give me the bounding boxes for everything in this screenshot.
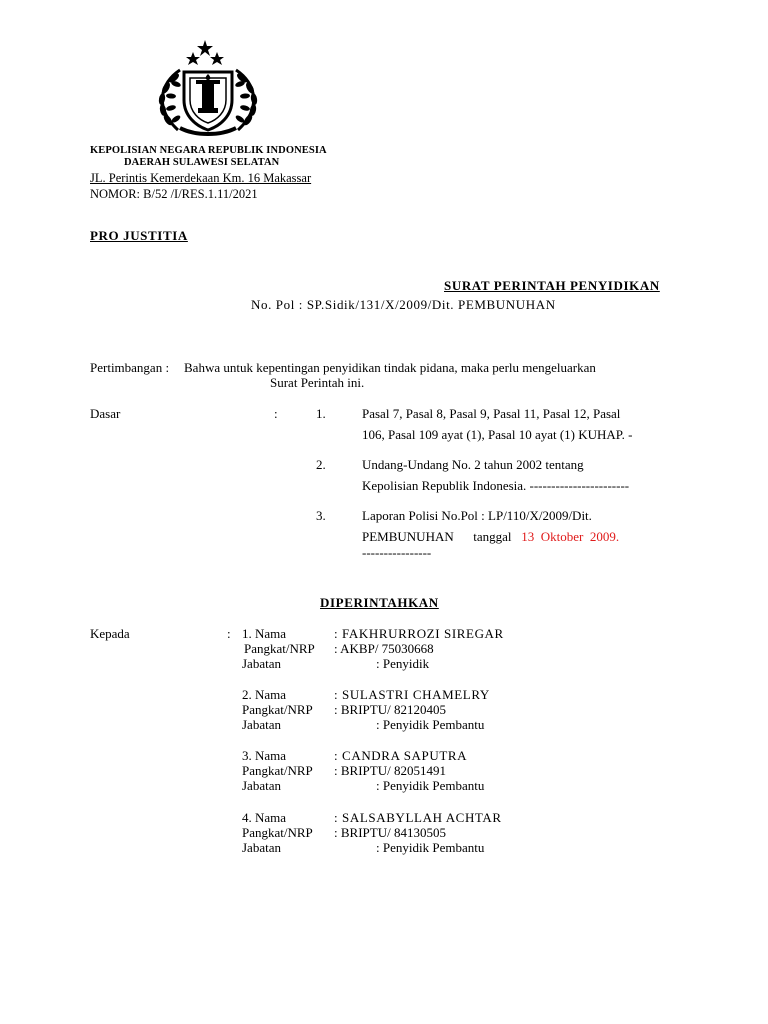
person-2-nama-label: 2. Nama <box>242 687 287 702</box>
person-1-nama-label: 1. Nama <box>242 626 287 641</box>
dasar-item-3-number: 3. <box>316 508 326 523</box>
dasar-item-1-line-2: 106, Pasal 109 ayat (1), Pasal 10 ayat (1) KUHAP. - <box>362 427 633 442</box>
address-line: JL. Perintis Kemerdekaan Km. 16 Makassar <box>90 171 312 185</box>
dasar-label: Dasar <box>90 406 121 421</box>
person-1-jabatan: : Penyidik <box>376 656 430 671</box>
kepada-colon: : <box>227 626 231 641</box>
person-3-pangkat-label: Pangkat/NRP <box>242 763 313 778</box>
pertimbangan-text-2: Surat Perintah ini. <box>270 375 365 390</box>
report-date-highlight: 13 Oktober 2009. <box>521 529 620 544</box>
person-1-pangkat: : AKBP/ 75030668 <box>334 641 434 656</box>
person-1-pangkat-label: Pangkat/NRP <box>244 641 315 656</box>
person-3-nama-label: 3. Nama <box>242 748 287 763</box>
letter-number: NOMOR: B/52 /I/RES.1.11/2021 <box>90 187 258 201</box>
person-3-nama: : CANDRA SAPUTRA <box>334 748 468 763</box>
person-4-jabatan-label: Jabatan <box>242 840 281 855</box>
person-3-pangkat: : BRIPTU/ 82051491 <box>334 763 446 778</box>
person-2-nama: : SULASTRI CHAMELRY <box>334 687 490 702</box>
person-2-pangkat: : BRIPTU/ 82120405 <box>334 702 446 717</box>
pertimbangan-label: Pertimbangan : <box>90 360 170 375</box>
pertimbangan-text-1: Bahwa untuk kepentingan penyidikan tindak pidana, maka perlu mengeluarkan <box>184 360 596 375</box>
person-1-nama: : FAKHRURROZI SIREGAR <box>334 626 504 641</box>
dasar-item-1-line-1: Pasal 7, Pasal 8, Pasal 9, Pasal 11, Pasal 12, Pasal <box>362 406 621 421</box>
person-1-jabatan-label: Jabatan <box>242 656 281 671</box>
dasar-item-1-number: 1. <box>316 406 326 421</box>
person-4-jabatan: : Penyidik Pembantu <box>376 840 485 855</box>
person-4-pangkat-label: Pangkat/NRP <box>242 825 313 840</box>
dasar-item-3-line-2 <box>362 529 619 545</box>
dasar-item-2-line-2: Kepolisian Republik Indonesia. ----------------------- <box>362 478 630 493</box>
pro-justitia: PRO JUSTITIA <box>90 228 188 243</box>
dasar-item-3-report-text: PEMBUNUHAN tanggal <box>362 529 522 544</box>
person-3-jabatan: : Penyidik Pembantu <box>376 778 485 793</box>
person-2-jabatan-label: Jabatan <box>242 717 281 732</box>
person-2-jabatan: : Penyidik Pembantu <box>376 717 485 732</box>
person-4-nama-label: 4. Nama <box>242 810 287 825</box>
dasar-item-3-line-3: ---------------- <box>362 545 432 560</box>
dasar-item-3-line-1: Laporan Polisi No.Pol : LP/110/X/2009/Dit. <box>362 508 592 523</box>
institution-name: KEPOLISIAN NEGARA REPUBLIK INDONESIA <box>90 145 327 156</box>
person-4-nama: : SALSABYLLAH ACHTAR <box>334 810 502 825</box>
document-number: No. Pol : SP.Sidik/131/X/2009/Dit. PEMBUNUHAN <box>251 297 556 312</box>
dasar-item-2-number: 2. <box>316 457 326 472</box>
dasar-colon: : <box>274 406 278 421</box>
person-2-pangkat-label: Pangkat/NRP <box>242 702 313 717</box>
document-title: SURAT PERINTAH PENYIDIKAN <box>444 278 660 293</box>
kepada-label: Kepada <box>90 626 130 641</box>
person-4-pangkat: : BRIPTU/ 84130505 <box>334 825 446 840</box>
diperintahkan-heading: DIPERINTAHKAN <box>320 595 439 610</box>
person-3-jabatan-label: Jabatan <box>242 778 281 793</box>
police-emblem-icon <box>150 38 266 138</box>
dasar-item-2-line-1: Undang-Undang No. 2 tahun 2002 tentang <box>362 457 584 472</box>
region-name: DAERAH SULAWESI SELATAN <box>124 157 280 168</box>
